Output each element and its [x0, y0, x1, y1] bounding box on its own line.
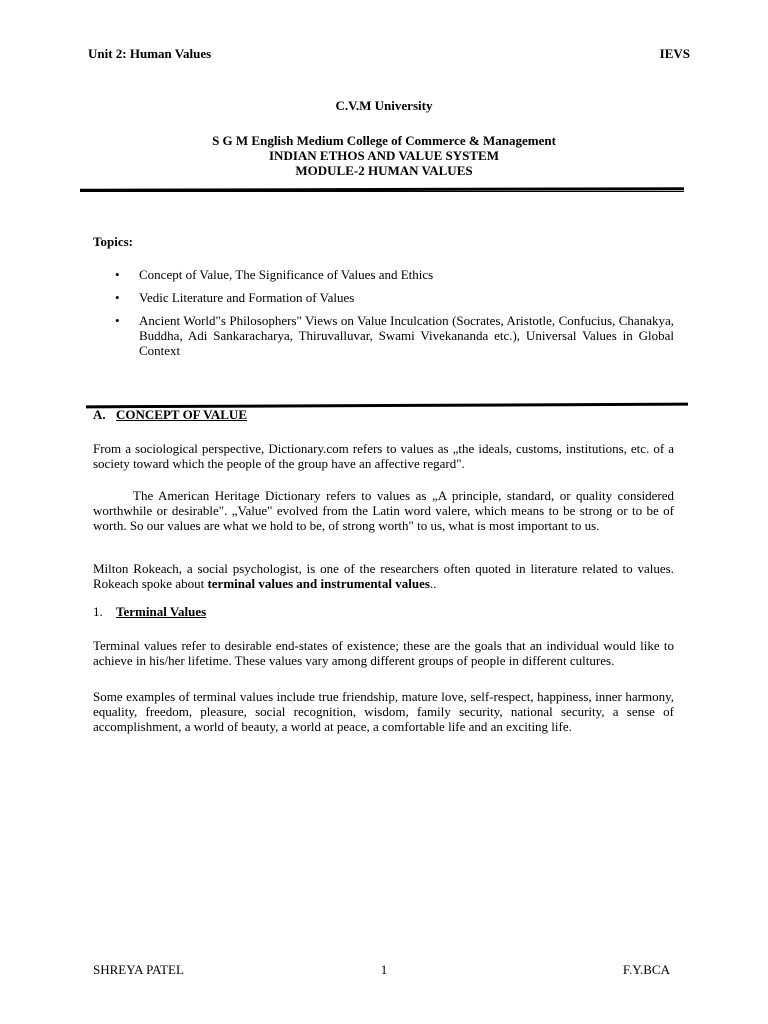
bullet-icon: •	[115, 313, 120, 328]
topic-item	[93, 290, 674, 305]
college-name: S G M English Medium College of Commerce & Management	[212, 133, 556, 148]
header-divider-thin	[80, 191, 684, 192]
running-header-right: IEVS	[659, 46, 690, 61]
topics-list	[93, 267, 674, 366]
section-number: A.	[93, 407, 106, 422]
paragraph-rokeach	[93, 561, 674, 591]
topic-text: Concept of Value, The Significance of Values and Ethics	[139, 267, 434, 282]
paragraph-dictionary: From a sociological perspective, Dictionary.com refers to values as „the ideals, customs, institutions, etc. of a society toward which the people of the group have an affective regard".	[93, 441, 674, 471]
course-title: INDIAN ETHOS AND VALUE SYSTEM	[269, 148, 499, 163]
paragraph-rokeach-end: ..	[429, 576, 437, 591]
paragraph-rokeach-start: Milton Rokeach, a social psychologist, is one of the researchers often quoted in literature related to values. Rokeach spoke about	[93, 561, 674, 591]
topic-text: Vedic Literature and Formation of Values	[139, 290, 355, 305]
subsection-title: Terminal Values	[116, 604, 207, 619]
bullet-icon: •	[115, 267, 120, 282]
running-header-left: Unit 2: Human Values	[88, 46, 212, 61]
subsection-heading	[93, 604, 206, 620]
paragraph-heritage: The American Heritage Dictionary refers to values as „A principle, standard, or quality considered worthwhile or desirable". „Value" evolved from the Latin word valere, which means to be strong or to be of worth. So our values are what we hold to be, of strong worth" to us, what is most important to us.	[93, 488, 674, 533]
footer-class: F.Y.BCA	[622, 962, 670, 977]
subsection-number: 1.	[93, 604, 103, 619]
paragraph-terminal-examples: Some examples of terminal values include true friendship, mature love, self-respect, happiness, inner harmony, equality, freedom, pleasure, social recognition, wisdom, family security, national security, a sense of accomplishment, a world of beauty, a world at peace, a comfortable life and an exciting life.	[93, 689, 674, 734]
paragraph-terminal-definition: Terminal values refer to desirable end-states of existence; these are the goals that an individual would like to achieve in his/her lifetime. These values vary among different groups of people in different cultures.	[93, 638, 674, 668]
section-heading	[93, 407, 247, 423]
university-title: C.V.M University	[335, 98, 433, 113]
college-heading	[0, 133, 768, 178]
footer-author: SHREYA PATEL	[93, 962, 184, 977]
topic-text: Ancient World"s Philosophers" Views on Value Inculcation (Socrates, Aristotle, Confucius, Chanakya, Buddha, Adi Sankaracharya, Thiruvalluvar, Swami Vivekananda etc.), Universal Values in Global Context	[139, 313, 674, 358]
paragraph-rokeach-bold: terminal values and instrumental values	[207, 576, 430, 591]
bullet-icon: •	[115, 290, 120, 305]
module-title: MODULE-2 HUMAN VALUES	[295, 163, 473, 178]
topics-label: Topics:	[93, 234, 133, 249]
topic-item	[93, 313, 674, 358]
section-title: CONCEPT OF VALUE	[116, 407, 247, 422]
topic-item	[93, 267, 674, 282]
footer-page-number: 1	[380, 962, 388, 977]
